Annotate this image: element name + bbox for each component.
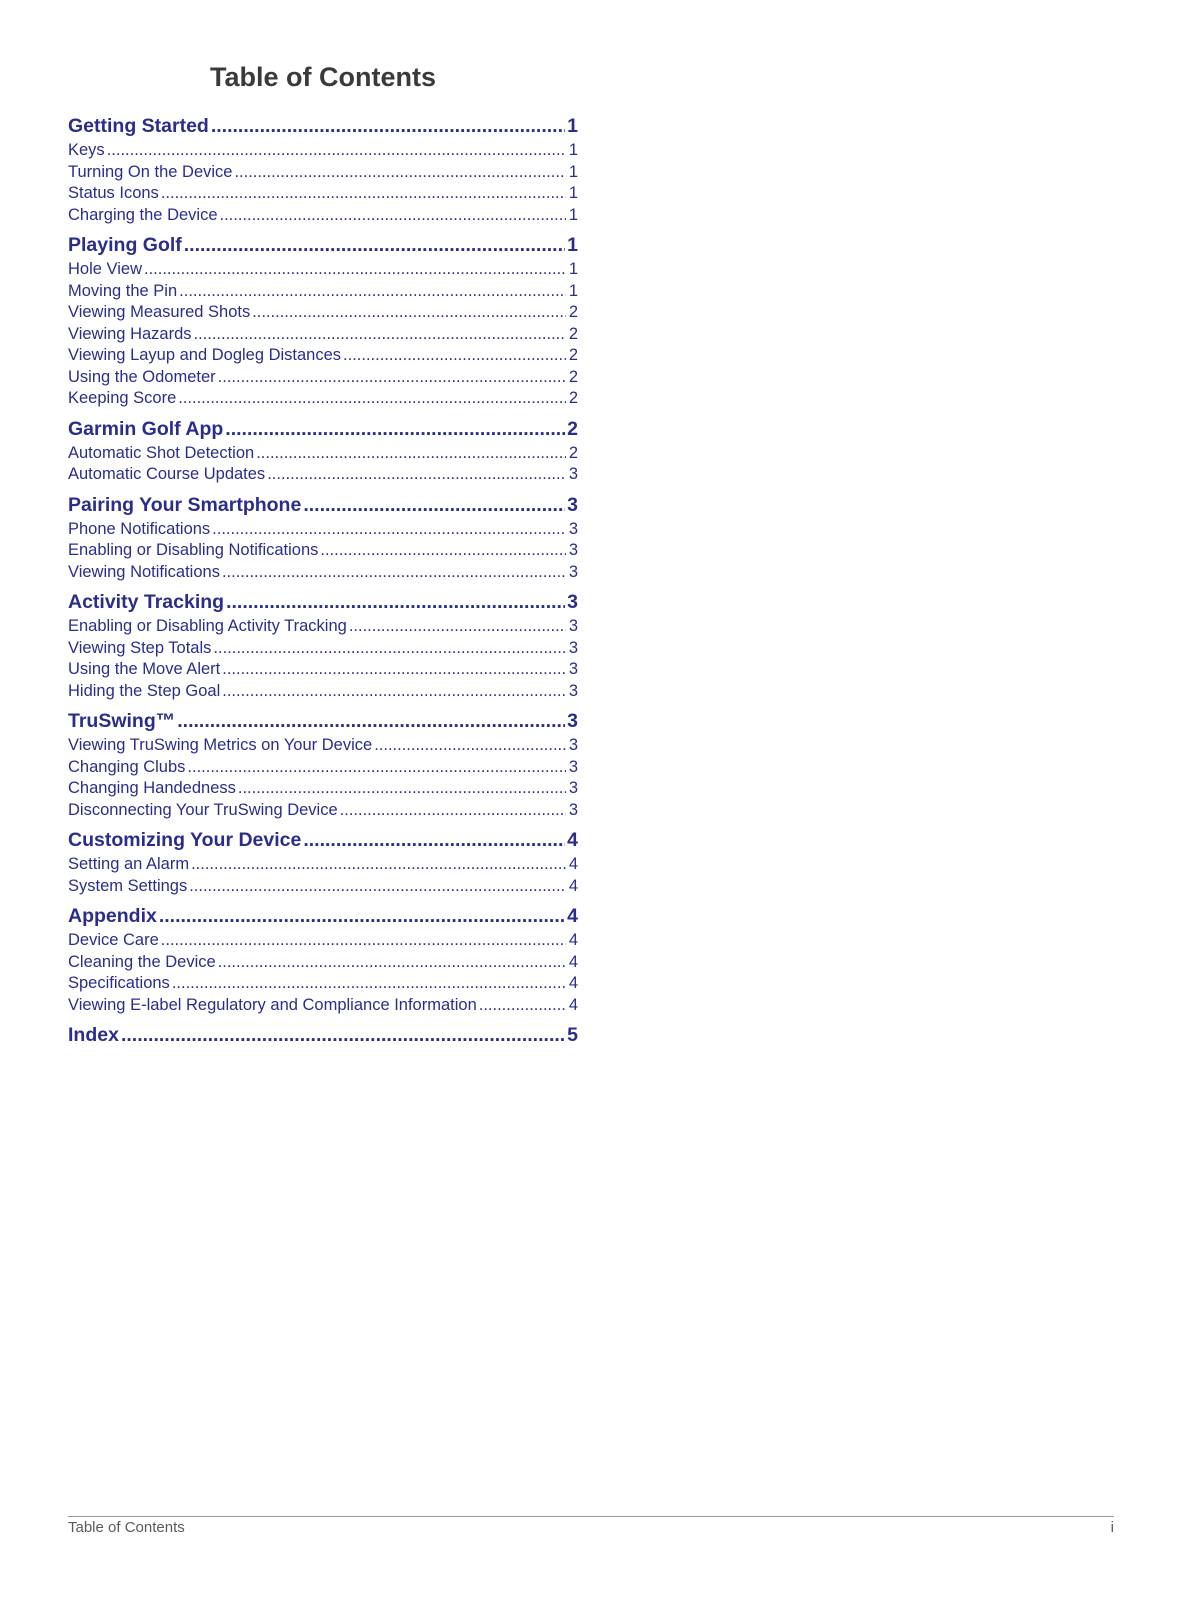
toc-entry[interactable] (68, 519, 578, 541)
toc-entry-label: Viewing Step Totals (68, 638, 212, 657)
dot-leader (172, 973, 566, 995)
dot-leader (220, 205, 567, 227)
dot-leader (213, 638, 566, 660)
toc-entry-label: Moving the Pin (68, 281, 178, 300)
toc-entry-label: Automatic Shot Detection (68, 443, 255, 462)
toc-entry-label: Viewing TruSwing Metrics on Your Device (68, 736, 373, 754)
toc-entry-page-number: 3 (568, 465, 578, 483)
toc-entry-label: Specifications (68, 974, 170, 992)
toc-entry[interactable] (68, 388, 578, 410)
toc-entry-page-number: 2 (568, 389, 578, 407)
footer-section-label: Table of Contents (68, 1519, 185, 1536)
toc-entry[interactable] (68, 930, 578, 952)
toc-entry-page-number: 4 (568, 974, 578, 992)
toc-entry[interactable] (68, 302, 578, 324)
toc-section-heading-label: Playing Golf (68, 234, 182, 256)
dot-leader (222, 681, 566, 703)
toc-section-heading[interactable] (68, 826, 578, 854)
toc-entry-page-number: 1 (568, 260, 578, 278)
toc-entry-label: Changing Handedness (68, 779, 236, 797)
toc-section (68, 491, 578, 584)
dot-leader (374, 735, 566, 757)
toc-entry-page-number: 3 (568, 681, 578, 700)
toc-section-heading-label: Garmin Golf App (68, 417, 224, 440)
dot-leader (107, 140, 566, 162)
toc-section-heading-page-number: 2 (567, 417, 578, 440)
toc-section-heading-page-number: 1 (567, 115, 578, 137)
dot-leader (225, 415, 565, 443)
toc-entry-label: Hole View (68, 260, 142, 278)
toc-entry-label: Viewing Notifications (68, 562, 220, 581)
dot-leader (179, 281, 566, 303)
toc-entry-page-number: 3 (568, 541, 578, 559)
toc-entry-label: Setting an Alarm (68, 855, 190, 873)
toc-entry[interactable] (68, 205, 578, 227)
toc-section-heading-label: Getting Started (68, 115, 209, 137)
toc-entry-label: Changing Clubs (68, 757, 186, 776)
toc-entry-page-number: 3 (568, 617, 578, 635)
toc-section-heading[interactable] (68, 707, 578, 735)
dot-leader (222, 562, 566, 584)
toc-section-heading-page-number: 3 (567, 710, 578, 732)
dot-leader (212, 519, 566, 541)
toc-section-heading-label: TruSwing™ (68, 710, 176, 732)
toc-section-heading-page-number: 4 (567, 829, 578, 851)
toc-entry-label: Viewing E-label Regulatory and Compliance Information (68, 995, 477, 1014)
dot-leader (218, 367, 566, 389)
table-of-contents (68, 112, 578, 1049)
dot-leader (349, 616, 566, 638)
dot-leader (144, 259, 566, 281)
toc-entry-page-number: 3 (568, 562, 578, 581)
toc-entry-page-number: 2 (568, 324, 578, 343)
toc-entry[interactable] (68, 140, 578, 162)
dot-leader (226, 588, 565, 616)
toc-entry-page-number: 1 (568, 205, 578, 224)
toc-section-heading-label: Activity Tracking (68, 591, 225, 613)
dot-leader (303, 826, 565, 854)
toc-entry[interactable] (68, 876, 578, 898)
toc-entry-label: Enabling or Disabling Activity Tracking (68, 617, 347, 635)
toc-section (68, 588, 578, 702)
toc-section (68, 112, 578, 226)
dot-leader (178, 388, 566, 410)
dot-leader (211, 112, 565, 140)
toc-section-heading[interactable] (68, 588, 578, 616)
toc-section-heading-label: Index (68, 1024, 119, 1046)
toc-entry-page-number: 3 (568, 660, 578, 678)
toc-entry-page-number: 1 (568, 162, 578, 181)
toc-section (68, 902, 578, 1016)
toc-entry[interactable] (68, 345, 578, 367)
toc-section (68, 1021, 578, 1049)
toc-entry-page-number: 1 (568, 141, 578, 159)
toc-section-heading-page-number: 5 (567, 1024, 578, 1046)
toc-entry-page-number: 1 (568, 184, 578, 202)
toc-entry[interactable] (68, 259, 578, 281)
toc-entry[interactable] (68, 367, 578, 389)
toc-entry-label: Hiding the Step Goal (68, 681, 221, 700)
dot-leader (191, 854, 566, 876)
toc-entry-label: Keys (68, 141, 105, 159)
toc-entry-page-number: 4 (568, 995, 578, 1014)
dot-leader (177, 707, 565, 735)
toc-entry-label: Enabling or Disabling Notifications (68, 541, 319, 559)
toc-entry-page-number: 2 (568, 443, 578, 462)
toc-section-heading[interactable] (68, 415, 578, 443)
toc-entry-label: Phone Notifications (68, 519, 211, 538)
toc-entry-page-number: 2 (568, 303, 578, 321)
toc-entry-label: Viewing Layup and Dogleg Distances (68, 346, 342, 364)
dot-leader (189, 876, 566, 898)
toc-entry[interactable] (68, 281, 578, 303)
toc-entry[interactable] (68, 616, 578, 638)
toc-section (68, 231, 578, 410)
toc-entry-page-number: 2 (568, 346, 578, 364)
toc-entry[interactable] (68, 638, 578, 660)
dot-leader (303, 491, 565, 519)
toc-section-heading-page-number: 1 (567, 234, 578, 256)
toc-entry[interactable] (68, 464, 578, 486)
dot-leader (238, 778, 566, 800)
toc-entry-label: Keeping Score (68, 389, 177, 407)
toc-section-heading-page-number: 3 (567, 493, 578, 516)
toc-entry-page-number: 1 (568, 281, 578, 300)
toc-section-heading-page-number: 3 (567, 591, 578, 613)
toc-entry-page-number: 3 (568, 779, 578, 797)
toc-section-heading-label: Appendix (68, 905, 157, 927)
toc-section (68, 707, 578, 821)
dot-leader (161, 930, 566, 952)
toc-entry[interactable] (68, 995, 578, 1017)
toc-entry[interactable] (68, 778, 578, 800)
footer-divider (68, 1516, 1114, 1517)
dot-leader (320, 540, 566, 562)
toc-entry[interactable] (68, 540, 578, 562)
toc-entry-label: Device Care (68, 931, 159, 949)
toc-entry[interactable] (68, 324, 578, 346)
toc-entry-label: Turning On the Device (68, 162, 233, 181)
toc-entry-page-number: 3 (568, 519, 578, 538)
toc-entry[interactable] (68, 681, 578, 703)
toc-section-heading[interactable] (68, 231, 578, 259)
dot-leader (252, 302, 566, 324)
dot-leader (121, 1021, 565, 1049)
toc-entry-page-number: 2 (568, 367, 578, 386)
toc-section (68, 415, 578, 486)
page-title: Table of Contents (210, 62, 436, 92)
toc-section-heading-page-number: 4 (567, 905, 578, 927)
footer-page-number: i (1110, 1519, 1114, 1536)
dot-leader (343, 345, 566, 367)
toc-section-heading[interactable] (68, 491, 578, 519)
toc-entry-page-number: 3 (568, 736, 578, 754)
toc-entry-label: Using the Odometer (68, 367, 216, 386)
toc-entry-label: Disconnecting Your TruSwing Device (68, 800, 338, 819)
dot-leader (267, 464, 566, 486)
toc-entry[interactable] (68, 757, 578, 779)
toc-entry-label: Viewing Hazards (68, 324, 192, 343)
dot-leader (234, 162, 566, 184)
dot-leader (222, 659, 566, 681)
toc-entry[interactable] (68, 973, 578, 995)
dot-leader (161, 183, 566, 205)
toc-section-heading-label: Pairing Your Smartphone (68, 493, 302, 516)
toc-entry[interactable] (68, 162, 578, 184)
dot-leader (340, 800, 566, 822)
toc-section-heading[interactable] (68, 112, 578, 140)
toc-entry-label: Charging the Device (68, 205, 218, 224)
toc-entry-page-number: 4 (568, 855, 578, 873)
toc-entry[interactable] (68, 443, 578, 465)
toc-entry-page-number: 3 (568, 800, 578, 819)
toc-entry-page-number: 4 (568, 931, 578, 949)
dot-leader (479, 995, 566, 1017)
dot-leader (159, 902, 565, 930)
toc-section-heading-label: Customizing Your Device (68, 829, 302, 851)
toc-entry[interactable] (68, 952, 578, 974)
toc-entry-page-number: 4 (568, 876, 578, 895)
dot-leader (194, 324, 566, 346)
toc-entry[interactable] (68, 562, 578, 584)
dot-leader (218, 952, 566, 974)
toc-entry-label: Status Icons (68, 184, 159, 202)
toc-entry-page-number: 4 (568, 952, 578, 971)
toc-entry-label: Viewing Measured Shots (68, 303, 251, 321)
dot-leader (187, 757, 566, 779)
toc-entry[interactable] (68, 735, 578, 757)
toc-entry[interactable] (68, 659, 578, 681)
dot-leader (184, 231, 565, 259)
toc-entry[interactable] (68, 183, 578, 205)
toc-section (68, 826, 578, 897)
toc-entry-page-number: 3 (568, 638, 578, 657)
toc-entry-label: Using the Move Alert (68, 660, 221, 678)
toc-section-heading[interactable] (68, 902, 578, 930)
toc-entry[interactable] (68, 854, 578, 876)
toc-entry-label: Automatic Course Updates (68, 465, 266, 483)
dot-leader (256, 443, 566, 465)
toc-section-heading[interactable] (68, 1021, 578, 1049)
toc-entry-page-number: 3 (568, 757, 578, 776)
toc-entry-label: Cleaning the Device (68, 952, 216, 971)
toc-entry-label: System Settings (68, 876, 188, 895)
toc-entry[interactable] (68, 800, 578, 822)
